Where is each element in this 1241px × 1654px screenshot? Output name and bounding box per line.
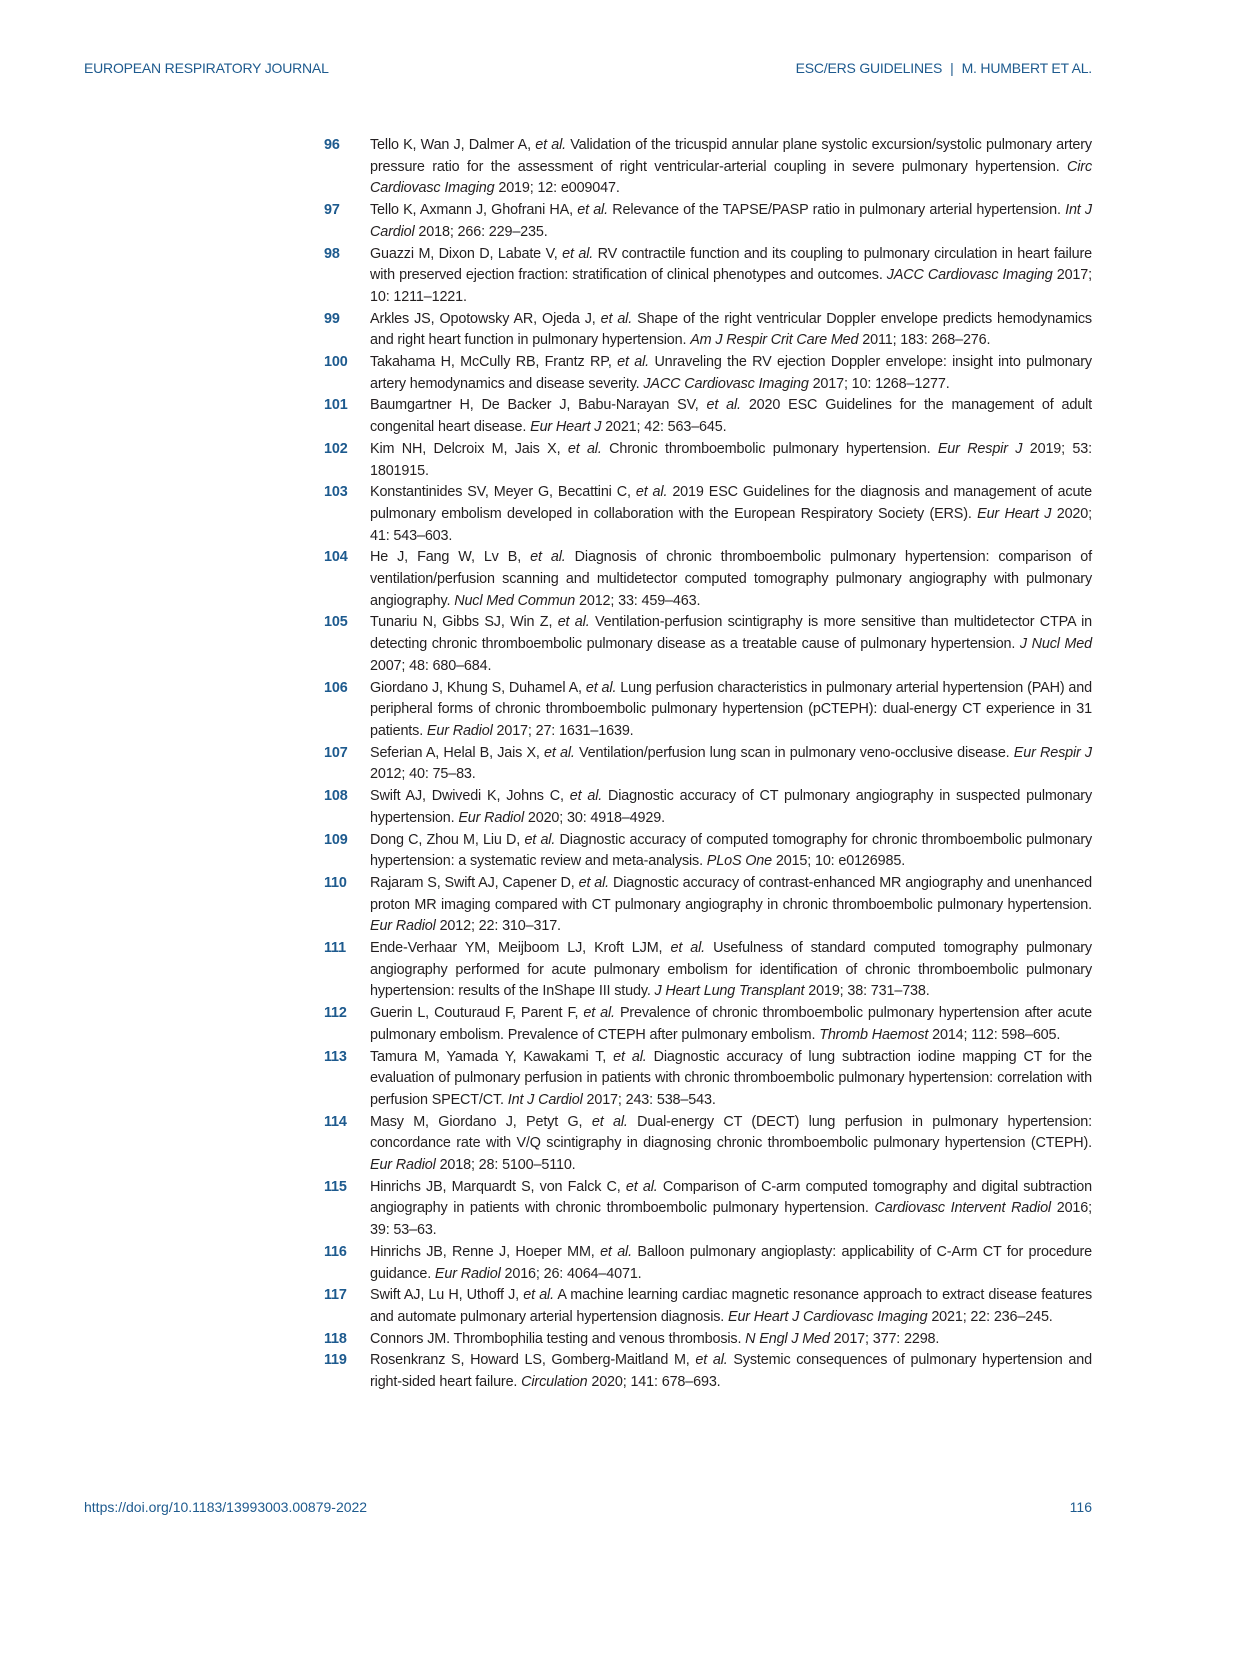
reference-title: 2020 ESC Guidelines for the management of adult congenital heart disease.	[370, 397, 1092, 436]
reference-text	[370, 352, 1092, 395]
reference-et-al: et al.	[577, 202, 608, 219]
reference-title: A machine learning cardiac magnetic resonance approach to extract disease features and automate pulmonary arterial hypertension diagnosis.	[370, 1287, 1092, 1325]
reference-journal: Thromb Haemost	[819, 1026, 929, 1043]
reference-text	[370, 612, 1092, 677]
reference-journal: JACC Cardiovasc Imaging	[886, 267, 1053, 284]
reference-journal: Eur Respir J	[1013, 744, 1092, 761]
reference-list	[324, 135, 1092, 1394]
reference-journal: Eur Radiol	[458, 809, 525, 826]
reference-item	[324, 1112, 1092, 1177]
reference-text	[370, 938, 1092, 1003]
reference-et-al: et al.	[670, 940, 706, 957]
reference-et-al: et al.	[585, 679, 617, 696]
reference-authors: Connors JM.	[370, 1330, 450, 1347]
reference-authors: Baumgartner H, De Backer J, Babu-Narayan SV,	[370, 397, 699, 414]
reference-number: 114	[324, 1113, 347, 1130]
reference-journal: Eur Radiol	[370, 1157, 436, 1174]
reference-journal: N Engl J Med	[745, 1330, 830, 1347]
reference-title: Systemic consequences of pulmonary hypertension and right-sided heart failure.	[370, 1352, 1092, 1391]
reference-item	[324, 1047, 1092, 1112]
reference-item	[324, 482, 1092, 547]
reference-number: 103	[324, 484, 348, 501]
reference-number: 116	[324, 1243, 347, 1260]
reference-journal: Circulation	[521, 1374, 588, 1391]
reference-title: Diagnostic accuracy of computed tomography for chronic thromboembolic pulmonary hypertension: a systematic review and meta-analysis.	[370, 831, 1093, 870]
reference-authors: Hinrichs JB, Renne J, Hoeper MM,	[370, 1243, 595, 1260]
reference-journal: J Heart Lung Transplant	[654, 983, 805, 1000]
reference-item	[324, 1242, 1092, 1285]
reference-citation: 2017; 377: 2298.	[833, 1330, 940, 1347]
reference-citation: 2017; 27: 1631–1639.	[496, 722, 634, 739]
header-separator: |	[950, 60, 954, 76]
reference-item	[324, 1003, 1092, 1046]
reference-authors: Tello K, Axmann J, Ghofrani HA,	[370, 202, 573, 219]
reference-item	[324, 830, 1092, 873]
reference-number: 112	[324, 1005, 347, 1022]
reference-journal: PLoS One	[706, 853, 772, 870]
reference-text	[370, 547, 1092, 612]
reference-number: 106	[324, 679, 348, 696]
reference-title: Ventilation/perfusion lung scan in pulmonary veno-occlusive disease.	[578, 744, 1010, 761]
reference-citation: 2018; 28: 5100–5110.	[439, 1157, 576, 1174]
reference-text	[370, 1329, 1092, 1351]
reference-citation: 2020; 141: 678–693.	[591, 1374, 721, 1391]
reference-item	[324, 1329, 1092, 1351]
reference-text	[370, 786, 1092, 829]
reference-title: Shape of the right ventricular Doppler envelope predicts hemodynamics and right heart function in pulmonary hypertension.	[370, 310, 1092, 349]
reference-authors: Guerin L, Couturaud F, Parent F,	[370, 1005, 579, 1022]
reference-citation: 2021; 42: 563–645.	[605, 419, 727, 436]
reference-text	[370, 135, 1092, 200]
reference-journal: JACC Cardiovasc Imaging	[643, 375, 809, 392]
reference-journal: J Nucl Med	[1019, 636, 1092, 653]
section-title: ESC/ERS GUIDELINES	[795, 60, 943, 76]
reference-citation: 2017; 10: 1268–1277.	[812, 375, 950, 392]
reference-authors: Tamura M, Yamada Y, Kawakami T,	[370, 1048, 607, 1065]
reference-number: 109	[324, 831, 348, 848]
reference-citation: 2014; 112: 598–605.	[932, 1026, 1061, 1043]
reference-et-al: et al.	[706, 397, 741, 414]
reference-et-al: et al.	[600, 310, 633, 327]
reference-text	[370, 1112, 1092, 1177]
reference-journal: Am J Respir Crit Care Med	[690, 332, 859, 349]
reference-journal: Eur Radiol	[426, 722, 493, 739]
reference-item	[324, 678, 1092, 743]
reference-citation: 2016; 26: 4064–4071.	[504, 1265, 642, 1282]
reference-authors: Takahama H, McCully RB, Frantz RP,	[370, 354, 612, 371]
reference-text	[370, 482, 1092, 547]
reference-number: 101	[324, 397, 348, 414]
reference-citation: 2011; 183: 268–276.	[862, 332, 991, 349]
reference-journal: Eur Heart J	[977, 505, 1052, 522]
reference-citation: 2019; 12: e009047.	[498, 180, 620, 197]
reference-item	[324, 547, 1092, 612]
reference-title: Balloon pulmonary angioplasty: applicability of C-Arm CT for procedure guidance.	[370, 1243, 1092, 1282]
reference-citation: 2016; 39: 53–63.	[370, 1200, 1092, 1239]
reference-text	[370, 873, 1092, 938]
reference-text	[370, 309, 1092, 352]
reference-authors: Rosenkranz S, Howard LS, Gomberg-Maitland M,	[370, 1352, 690, 1369]
reference-journal: Eur Heart J	[530, 419, 602, 436]
reference-item	[324, 786, 1092, 829]
reference-et-al: et al.	[544, 744, 575, 761]
reference-title: Diagnostic accuracy of contrast-enhanced MR angiography and unenhanced proton MR imaging compared with CT pulmonary angiography in chronic thromboembolic pulmonary hypertension.	[370, 874, 1092, 913]
reference-citation: 2007; 48: 680–684.	[370, 657, 492, 674]
header-authors: M. HUMBERT ET AL.	[961, 60, 1092, 76]
reference-number: 119	[324, 1352, 347, 1369]
reference-et-al: et al.	[617, 354, 649, 371]
reference-number: 98	[324, 245, 340, 262]
reference-journal: Circ Cardiovasc Imaging	[370, 158, 1092, 197]
reference-item	[324, 873, 1092, 938]
reference-title: Relevance of the TAPSE/PASP ratio in pulmonary arterial hypertension.	[612, 202, 1061, 219]
reference-item	[324, 743, 1092, 786]
reference-text	[370, 1350, 1092, 1393]
reference-number: 104	[324, 549, 348, 566]
reference-et-al: et al.	[578, 874, 609, 891]
reference-text	[370, 244, 1092, 309]
reference-journal: Int J Cardiol	[370, 202, 1092, 240]
reference-authors: Dong C, Zhou M, Liu D,	[370, 831, 521, 848]
reference-journal: Eur Radiol	[370, 918, 436, 935]
reference-number: 97	[324, 202, 340, 219]
reference-authors: Rajaram S, Swift AJ, Capener D,	[370, 874, 575, 891]
reference-text	[370, 200, 1092, 243]
reference-title: Chronic thromboembolic pulmonary hypertension.	[609, 440, 931, 457]
reference-number: 117	[324, 1287, 347, 1304]
reference-item	[324, 1285, 1092, 1328]
reference-text	[370, 395, 1092, 438]
reference-text	[370, 1242, 1092, 1285]
reference-citation: 2012; 22: 310–317.	[439, 918, 561, 935]
reference-item	[324, 612, 1092, 677]
reference-title: Lung perfusion characteristics in pulmonary arterial hypertension (PAH) and peripheral forms of chronic thromboembolic pulmonary hypertension (pCTEPH): dual-energy CT experience in 31 patients.	[370, 679, 1092, 739]
reference-number: 96	[324, 137, 340, 153]
reference-authors: Ende-Verhaar YM, Meijboom LJ, Kroft LJM,	[370, 940, 663, 957]
reference-et-al: et al.	[530, 549, 566, 566]
reference-authors: Hinrichs JB, Marquardt S, von Falck C,	[370, 1178, 621, 1195]
reference-citation: 2021; 22: 236–245.	[931, 1308, 1053, 1325]
reference-item	[324, 938, 1092, 1003]
reference-title: Diagnostic accuracy of lung subtraction iodine mapping CT for the evaluation of pulmonary perfusion in patients with chronic thromboembolic pulmonary hypertension: correlation with perfusion SPECT/CT.	[370, 1048, 1092, 1108]
reference-item	[324, 395, 1092, 438]
reference-text	[370, 439, 1092, 482]
reference-title: Unraveling the RV ejection Doppler envelope: insight into pulmonary artery hemodynamics and disease severity.	[370, 354, 1092, 392]
reference-title: Comparison of C-arm computed tomography and digital subtraction angiography in patients with chronic thromboembolic pulmonary hypertension.	[370, 1178, 1092, 1217]
doi-link[interactable]: https://doi.org/10.1183/13993003.00879-2022	[84, 1499, 368, 1515]
reference-number: 100	[324, 354, 348, 371]
reference-number: 108	[324, 788, 348, 805]
reference-text	[370, 678, 1092, 743]
reference-number: 113	[324, 1048, 347, 1065]
reference-citation: 2012; 40: 75–83.	[370, 766, 476, 783]
reference-citation: 2017; 10: 1211–1221.	[370, 267, 1092, 305]
reference-citation: 2020; 41: 543–603.	[370, 505, 1092, 544]
reference-item	[324, 200, 1092, 243]
reference-authors: Arkles JS, Opotowsky AR, Ojeda J,	[370, 310, 596, 327]
reference-text	[370, 1047, 1092, 1112]
reference-citation: 2012; 33: 459–463.	[578, 592, 701, 609]
journal-name: EUROPEAN RESPIRATORY JOURNAL	[84, 60, 329, 76]
reference-item	[324, 352, 1092, 395]
reference-journal: Eur Heart J Cardiovasc Imaging	[728, 1308, 928, 1325]
reference-number: 115	[324, 1178, 347, 1195]
reference-authors: Masy M, Giordano J, Petyt G,	[370, 1113, 583, 1130]
reference-item	[324, 135, 1092, 200]
reference-text	[370, 830, 1092, 873]
reference-title: Validation of the tricuspid annular plane systolic excursion/systolic pulmonary artery pressure ratio for the assessment of right ventricular-arterial coupling in severe pulmonary hypertension.	[370, 137, 1092, 175]
reference-journal: Cardiovasc Intervent Radiol	[874, 1200, 1051, 1217]
reference-item	[324, 309, 1092, 352]
reference-title: Thrombophilia testing and venous thrombosis.	[453, 1330, 742, 1347]
reference-citation: 2019; 38: 731–738.	[808, 983, 930, 1000]
reference-authors: Konstantinides SV, Meyer G, Becattini C,	[370, 484, 631, 501]
reference-et-al: et al.	[591, 1113, 628, 1130]
reference-text	[370, 743, 1092, 786]
reference-number: 118	[324, 1330, 347, 1347]
reference-journal: Eur Respir J	[937, 440, 1023, 457]
reference-citation: 2019; 53: 1801915.	[370, 440, 1092, 479]
reference-title: Usefulness of standard computed tomography pulmonary angiography performed for acute pulmonary embolism for identification of chronic thromboembolic pulmonary hypertension: results of the InShape III study.	[370, 940, 1092, 1000]
reference-et-al: et al.	[524, 831, 556, 848]
reference-et-al: et al.	[600, 1243, 632, 1260]
reference-number: 105	[324, 614, 348, 631]
reference-journal: Eur Radiol	[434, 1265, 501, 1282]
reference-authors: Tello K, Wan J, Dalmer A,	[370, 137, 531, 153]
reference-et-al: et al.	[567, 440, 602, 457]
reference-et-al: et al.	[523, 1287, 554, 1304]
reference-number: 102	[324, 440, 348, 457]
reference-citation: 2018; 266: 229–235.	[418, 223, 548, 240]
reference-number: 99	[324, 310, 340, 327]
reference-et-al: et al.	[535, 137, 566, 153]
reference-text	[370, 1285, 1092, 1328]
reference-authors: Giordano J, Khung S, Duhamel A,	[370, 679, 582, 696]
reference-et-al: et al.	[625, 1178, 658, 1195]
reference-text	[370, 1177, 1092, 1242]
reference-et-al: et al.	[562, 245, 594, 262]
reference-et-al: et al.	[583, 1005, 615, 1022]
reference-item	[324, 1177, 1092, 1242]
reference-title: RV contractile function and its coupling to pulmonary circulation in heart failure with preserved ejection fraction: stratification of clinical phenotypes and outcomes.	[370, 245, 1092, 284]
reference-item	[324, 439, 1092, 482]
page-number: 116	[1069, 1499, 1092, 1515]
running-header	[796, 60, 1092, 76]
reference-journal: Int J Cardiol	[507, 1091, 583, 1108]
reference-text	[370, 1003, 1092, 1046]
reference-authors: Guazzi M, Dixon D, Labate V,	[370, 245, 558, 262]
reference-et-al: et al.	[569, 788, 603, 805]
reference-authors: He J, Fang W, Lv B,	[370, 549, 522, 566]
reference-number: 110	[324, 874, 347, 891]
reference-title: Ventilation-perfusion scintigraphy is more sensitive than multidetector CTPA in detecting chronic thromboembolic pulmonary disease as a treatable cause of pulmonary hypertension.	[370, 614, 1092, 653]
reference-title: Dual-energy CT (DECT) lung perfusion in pulmonary hypertension: concordance rate with V/Q scintigraphy in diagnosing chronic thromboembolic pulmonary hypertension (CTEPH).	[370, 1113, 1092, 1152]
reference-journal: Nucl Med Commun	[454, 592, 576, 609]
reference-citation: 2015; 10: e0126985.	[775, 853, 906, 870]
reference-title: 2019 ESC Guidelines for the diagnosis and management of acute pulmonary embolism developed in collaboration with the European Respiratory Society (ERS).	[370, 484, 1092, 522]
reference-et-al: et al.	[613, 1048, 647, 1065]
reference-title: Diagnostic accuracy of CT pulmonary angiography in suspected pulmonary hypertension.	[370, 788, 1092, 826]
reference-item	[324, 244, 1092, 309]
reference-authors: Swift AJ, Dwivedi K, Johns C,	[370, 788, 564, 805]
reference-authors: Kim NH, Delcroix M, Jais X,	[370, 440, 561, 457]
reference-citation: 2017; 243: 538–543.	[586, 1091, 716, 1108]
reference-citation: 2020; 30: 4918–4929.	[527, 809, 665, 826]
reference-authors: Seferian A, Helal B, Jais X,	[370, 744, 540, 761]
reference-title: Prevalence of chronic thromboembolic pulmonary hypertension after acute pulmonary embolism. Prevalence of CTEPH after pulmonary embolism.	[370, 1005, 1092, 1043]
reference-item	[324, 1350, 1092, 1393]
reference-authors: Tunariu N, Gibbs SJ, Win Z,	[370, 614, 553, 631]
reference-et-al: et al.	[557, 614, 590, 631]
reference-title: Diagnosis of chronic thromboembolic pulmonary hypertension: comparison of ventilation/perfusion scanning and multidetector computed tomography pulmonary angiography with pulmonary angiography.	[370, 549, 1092, 609]
reference-number: 107	[324, 744, 348, 761]
reference-authors: Swift AJ, Lu H, Uthoff J,	[370, 1287, 520, 1304]
reference-number: 111	[324, 940, 346, 957]
reference-et-al: et al.	[635, 484, 668, 501]
reference-et-al: et al.	[695, 1352, 728, 1369]
